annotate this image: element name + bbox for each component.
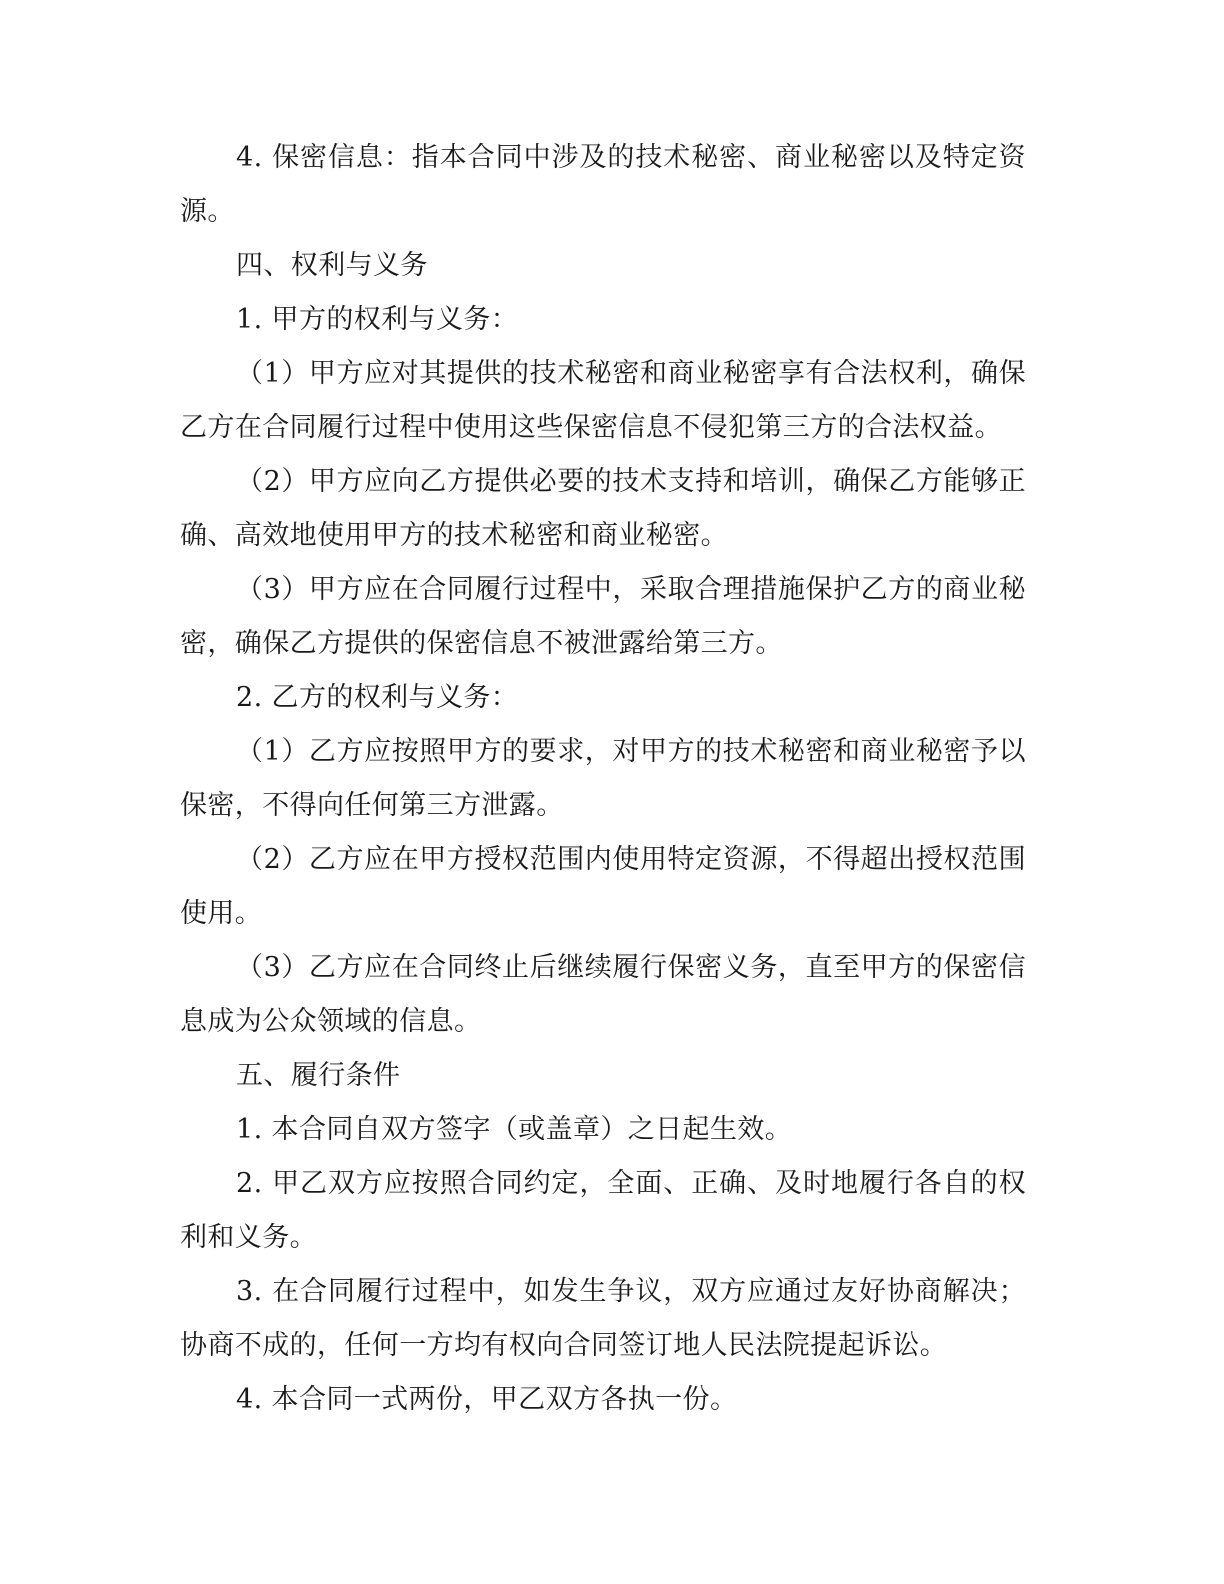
clause-condition-4: 4. 本合同一式两份，甲乙双方各执一份。 — [236, 1384, 738, 1415]
clause-condition-2: 2. 甲乙双方应按照合同约定，全面、正确、及时地履行各自的权利和义务。 — [180, 1168, 1026, 1253]
clause-confidential-info: 4. 保密信息：指本合同中涉及的技术秘密、商业秘密以及特定资源。 — [180, 142, 1026, 227]
clause-party-a-item-1: （1）甲方应对其提供的技术秘密和商业秘密享有合法权利，确保乙方在合同履行过程中使用这些保密信息不侵犯第三方的合法权益。 — [180, 358, 1026, 443]
clause-party-b-item-1: （1）乙方应按照甲方的要求，对甲方的技术秘密和商业秘密予以保密，不得向任何第三方泄露。 — [180, 736, 1026, 821]
document-body — [180, 131, 1026, 1427]
clause-party-a-item-3: （3）甲方应在合同履行过程中，采取合理措施保护乙方的商业秘密，确保乙方提供的保密信息不被泄露给第三方。 — [180, 574, 1026, 659]
section-heading-performance-conditions: 五、履行条件 — [236, 1060, 401, 1091]
clause-condition-1: 1. 本合同自双方签字（或盖章）之日起生效。 — [236, 1114, 793, 1145]
clause-party-b-item-3: （3）乙方应在合同终止后继续履行保密义务，直至甲方的保密信息成为公众领域的信息。 — [180, 952, 1026, 1037]
clause-party-a-heading: 1. 甲方的权利与义务： — [236, 304, 519, 335]
clause-party-b-item-2: （2）乙方应在甲方授权范围内使用特定资源，不得超出授权范围使用。 — [180, 844, 1026, 929]
section-heading-rights-obligations: 四、权利与义务 — [236, 250, 428, 281]
clause-party-a-item-2: （2）甲方应向乙方提供必要的技术支持和培训，确保乙方能够正确、高效地使用甲方的技术秘密和商业秘密。 — [180, 466, 1026, 551]
clause-party-b-heading: 2. 乙方的权利与义务： — [236, 682, 519, 713]
clause-condition-3: 3. 在合同履行过程中，如发生争议，双方应通过友好协商解决；协商不成的，任何一方均有权向合同签订地人民法院提起诉讼。 — [180, 1276, 1026, 1361]
